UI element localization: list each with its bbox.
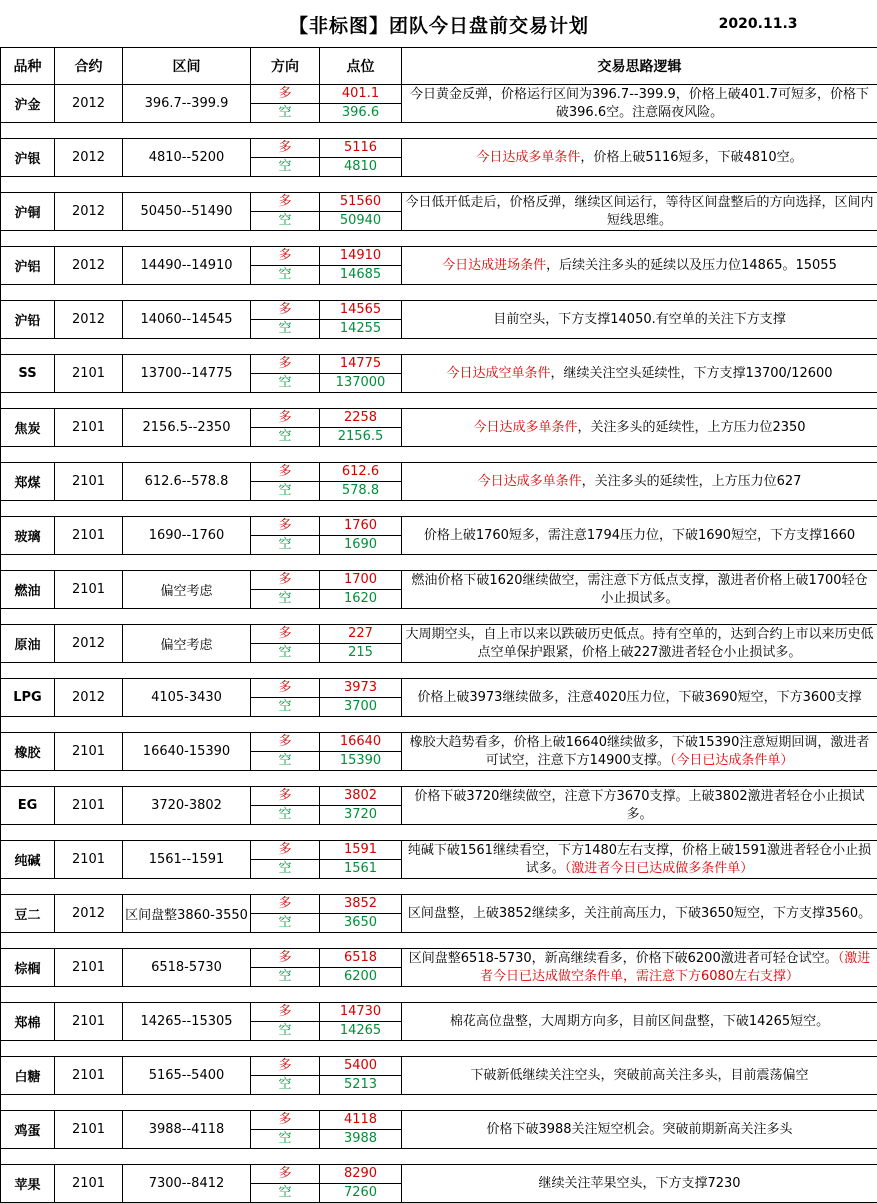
logic-text: 大周期空头，自上市以来以跌破历史低点。持有空单的，达到合约上市以来历史低点空单保护跟紧，价格上破227激进者轻仓小止损试多。 <box>405 627 873 660</box>
logic-text: 价格下破3720继续做空，注意下方3670支撑。上破3802激进者轻仓小止损试多。 <box>414 789 864 822</box>
variety-name: 玻璃 <box>1 517 55 555</box>
trading-logic <box>402 571 877 609</box>
contract-code: 2101 <box>55 517 123 555</box>
direction-long: 多 <box>251 625 319 644</box>
table-row <box>1 571 877 609</box>
logic-note: （今日已达成条件单） <box>670 753 794 768</box>
row-spacer <box>1 1095 877 1111</box>
table-row <box>1 463 877 501</box>
price-range: 3720-3802 <box>123 787 251 825</box>
table-row <box>1 733 877 771</box>
long-point: 227 <box>320 625 401 644</box>
trading-logic <box>402 193 877 231</box>
point-cell <box>320 949 402 987</box>
direction-cell <box>251 841 320 879</box>
short-point: 1620 <box>320 590 401 608</box>
logic-note: （激进者今日已达成做多条件单） <box>565 861 754 876</box>
direction-long: 多 <box>251 301 319 320</box>
logic-text: ，关注多头的延续性，上方压力位627 <box>582 474 802 489</box>
short-point: 7260 <box>320 1184 401 1202</box>
long-point: 3802 <box>320 787 401 806</box>
logic-text: ，后续关注多头的延续以及压力位14865。15055 <box>546 258 837 273</box>
logic-note: （激进者今日已达成做空条件单，需注意下方6080左右支撑） <box>480 951 870 984</box>
logic-text: 区间盘整，上破3852继续多，关注前高压力，下破3650短空，下方支撑3560。 <box>408 906 871 921</box>
price-range: 5165--5400 <box>123 1057 251 1095</box>
variety-name: 焦炭 <box>1 409 55 447</box>
row-spacer <box>1 825 877 841</box>
point-cell <box>320 787 402 825</box>
logic-text: ，价格上破5116短多，下破4810空。 <box>580 150 802 165</box>
price-range: 偏空考虑 <box>123 571 251 609</box>
variety-name: 沪铅 <box>1 301 55 339</box>
long-point: 612.6 <box>320 463 401 482</box>
header-range: 区间 <box>123 48 251 85</box>
contract-code: 2101 <box>55 1003 123 1041</box>
short-point: 15390 <box>320 752 401 770</box>
long-point: 16640 <box>320 733 401 752</box>
trading-logic <box>402 301 877 339</box>
sheet-title: 【非标图】团队今日盘前交易计划 <box>1 11 877 38</box>
logic-text: 今日低开低走后，价格反弹，继续区间运行，等待区间盘整后的方向选择，区间内短线思维。 <box>405 195 873 228</box>
trading-logic <box>402 1003 877 1041</box>
short-point: 14685 <box>320 266 401 284</box>
direction-cell <box>251 85 320 123</box>
header-logic: 交易思路逻辑 <box>402 48 877 85</box>
direction-short: 空 <box>251 806 319 824</box>
contract-code: 2101 <box>55 463 123 501</box>
trading-logic <box>402 85 877 123</box>
contract-code: 2101 <box>55 1111 123 1149</box>
contract-code: 2012 <box>55 625 123 663</box>
row-spacer <box>1 771 877 787</box>
direction-long: 多 <box>251 409 319 428</box>
direction-long: 多 <box>251 679 319 698</box>
long-point: 1591 <box>320 841 401 860</box>
short-point: 14265 <box>320 1022 401 1040</box>
price-range: 1690--1760 <box>123 517 251 555</box>
table-row <box>1 841 877 879</box>
direction-short: 空 <box>251 968 319 986</box>
point-cell <box>320 1003 402 1041</box>
long-point: 5116 <box>320 139 401 158</box>
row-spacer <box>1 609 877 625</box>
direction-long: 多 <box>251 733 319 752</box>
point-cell <box>320 625 402 663</box>
point-cell <box>320 139 402 177</box>
contract-code: 2012 <box>55 301 123 339</box>
logic-text: ，继续关注空头延续性，下方支撑13700/12600 <box>550 366 832 381</box>
variety-name: 鸡蛋 <box>1 1111 55 1149</box>
point-cell <box>320 193 402 231</box>
direction-cell <box>251 193 320 231</box>
short-point: 1690 <box>320 536 401 554</box>
short-point: 578.8 <box>320 482 401 500</box>
point-cell <box>320 895 402 933</box>
long-point: 14910 <box>320 247 401 266</box>
long-point: 3973 <box>320 679 401 698</box>
direction-short: 空 <box>251 590 319 608</box>
direction-cell <box>251 1111 320 1149</box>
direction-short: 空 <box>251 374 319 392</box>
logic-text: 目前空头，下方支撑14050.有空单的关注下方支撑 <box>493 312 786 327</box>
logic-highlight: 今日达成空单条件 <box>446 366 550 381</box>
trading-logic <box>402 895 877 933</box>
logic-text: 下破新低继续关注空头，突破前高关注多头，目前震荡偏空 <box>470 1068 808 1083</box>
price-range: 3988--4118 <box>123 1111 251 1149</box>
price-range: 7300--8412 <box>123 1165 251 1203</box>
short-point: 3720 <box>320 806 401 824</box>
direction-long: 多 <box>251 139 319 158</box>
long-point: 401.1 <box>320 85 401 104</box>
direction-long: 多 <box>251 85 319 104</box>
point-cell <box>320 517 402 555</box>
trading-logic <box>402 139 877 177</box>
contract-code: 2101 <box>55 841 123 879</box>
point-cell <box>320 1111 402 1149</box>
logic-text: 燃油价格下破1620继续做空，需注意下方低点支撑，激进者价格上破1700轻仓小止损试多。 <box>411 573 867 606</box>
price-range: 14060--14545 <box>123 301 251 339</box>
logic-text: 价格上破3973继续做多，注意4020压力位，下破3690短空，下方3600支撑 <box>417 690 861 705</box>
logic-text: 价格下破3988关注短空机会。突破前期新高关注多头 <box>486 1122 792 1137</box>
point-cell <box>320 463 402 501</box>
variety-name: EG <box>1 787 55 825</box>
table-row <box>1 139 877 177</box>
point-cell <box>320 85 402 123</box>
short-point: 6200 <box>320 968 401 986</box>
logic-text: 继续关注苹果空头，下方支撑7230 <box>538 1176 740 1191</box>
long-point: 1760 <box>320 517 401 536</box>
variety-name: SS <box>1 355 55 393</box>
row-spacer <box>1 339 877 355</box>
logic-highlight: 今日达成多单条件 <box>476 150 580 165</box>
direction-cell <box>251 895 320 933</box>
direction-short: 空 <box>251 212 319 230</box>
direction-cell <box>251 1003 320 1041</box>
long-point: 5400 <box>320 1057 401 1076</box>
direction-long: 多 <box>251 571 319 590</box>
table-row <box>1 1165 877 1203</box>
long-point: 8290 <box>320 1165 401 1184</box>
row-spacer <box>1 933 877 949</box>
contract-code: 2101 <box>55 355 123 393</box>
row-spacer <box>1 501 877 517</box>
table-row <box>1 517 877 555</box>
long-point: 4118 <box>320 1111 401 1130</box>
direction-long: 多 <box>251 1057 319 1076</box>
trading-logic <box>402 1057 877 1095</box>
row-spacer <box>1 393 877 409</box>
direction-cell <box>251 1165 320 1203</box>
row-spacer <box>1 177 877 193</box>
row-spacer <box>1 987 877 1003</box>
contract-code: 2101 <box>55 409 123 447</box>
variety-name: 原油 <box>1 625 55 663</box>
direction-short: 空 <box>251 158 319 176</box>
price-range: 6518-5730 <box>123 949 251 987</box>
direction-cell <box>251 1057 320 1095</box>
direction-short: 空 <box>251 1076 319 1094</box>
row-spacer <box>1 123 877 139</box>
direction-cell <box>251 301 320 339</box>
table-row <box>1 625 877 663</box>
variety-name: 沪金 <box>1 85 55 123</box>
variety-name: 纯碱 <box>1 841 55 879</box>
direction-cell <box>251 571 320 609</box>
price-range: 14265--15305 <box>123 1003 251 1041</box>
table-row <box>1 247 877 285</box>
direction-long: 多 <box>251 1165 319 1184</box>
direction-long: 多 <box>251 193 319 212</box>
price-range: 50450--51490 <box>123 193 251 231</box>
short-point: 50940 <box>320 212 401 230</box>
trading-logic <box>402 625 877 663</box>
long-point: 14775 <box>320 355 401 374</box>
table-row <box>1 1057 877 1095</box>
short-point: 3988 <box>320 1130 401 1148</box>
long-point: 14565 <box>320 301 401 320</box>
price-range: 612.6--578.8 <box>123 463 251 501</box>
trading-logic <box>402 463 877 501</box>
logic-text: 区间盘整6518-5730，新高继续看多，价格下破6200激进者可轻仓试空。 <box>409 951 838 966</box>
direction-cell <box>251 517 320 555</box>
header-row <box>1 48 877 85</box>
price-range: 区间盘整3860-3550 <box>123 895 251 933</box>
contract-code: 2101 <box>55 949 123 987</box>
variety-name: 沪铝 <box>1 247 55 285</box>
table-row <box>1 355 877 393</box>
direction-long: 多 <box>251 517 319 536</box>
contract-code: 2101 <box>55 1057 123 1095</box>
variety-name: 棕榈 <box>1 949 55 987</box>
direction-cell <box>251 679 320 717</box>
trading-logic <box>402 517 877 555</box>
price-range: 14490--14910 <box>123 247 251 285</box>
direction-long: 多 <box>251 355 319 374</box>
header-point: 点位 <box>320 48 402 85</box>
contract-code: 2012 <box>55 247 123 285</box>
sheet-date: 2020.11.3 <box>719 16 798 32</box>
table-row <box>1 949 877 987</box>
short-point: 4810 <box>320 158 401 176</box>
point-cell <box>320 733 402 771</box>
table-row <box>1 1111 877 1149</box>
logic-text: 橡胶大趋势看多，价格上破16640继续做多，下破15390注意短期回调，激进者可试空，注意下方14900支撑。 <box>410 735 870 768</box>
price-range: 偏空考虑 <box>123 625 251 663</box>
direction-short: 空 <box>251 428 319 446</box>
price-range: 16640-15390 <box>123 733 251 771</box>
direction-short: 空 <box>251 1022 319 1040</box>
row-spacer <box>1 717 877 733</box>
direction-long: 多 <box>251 1111 319 1130</box>
short-point: 5213 <box>320 1076 401 1094</box>
trading-logic <box>402 733 877 771</box>
variety-name: 沪铜 <box>1 193 55 231</box>
point-cell <box>320 301 402 339</box>
short-point: 137000 <box>320 374 401 392</box>
header-variety: 品种 <box>1 48 55 85</box>
point-cell <box>320 679 402 717</box>
short-point: 396.6 <box>320 104 401 122</box>
table-row <box>1 85 877 123</box>
variety-name: 郑煤 <box>1 463 55 501</box>
direction-cell <box>251 733 320 771</box>
direction-short: 空 <box>251 536 319 554</box>
title-row <box>1 0 877 48</box>
variety-name: 豆二 <box>1 895 55 933</box>
direction-short: 空 <box>251 752 319 770</box>
price-range: 2156.5--2350 <box>123 409 251 447</box>
point-cell <box>320 571 402 609</box>
short-point: 1561 <box>320 860 401 878</box>
variety-name: LPG <box>1 679 55 717</box>
table-row <box>1 409 877 447</box>
trading-logic <box>402 841 877 879</box>
row-spacer <box>1 231 877 247</box>
long-point: 3852 <box>320 895 401 914</box>
logic-text: 纯碱下破1561继续看空，下方1480左右支撑，价格上破1591激进者轻仓小止损试多。 <box>408 843 871 876</box>
table-row <box>1 1003 877 1041</box>
point-cell <box>320 355 402 393</box>
direction-short: 空 <box>251 1130 319 1148</box>
direction-long: 多 <box>251 247 319 266</box>
row-spacer <box>1 879 877 895</box>
direction-cell <box>251 787 320 825</box>
row-spacer <box>1 663 877 679</box>
trading-logic <box>402 247 877 285</box>
price-range: 1561--1591 <box>123 841 251 879</box>
contract-code: 2101 <box>55 1165 123 1203</box>
direction-short: 空 <box>251 914 319 932</box>
short-point: 215 <box>320 644 401 662</box>
header-direction: 方向 <box>251 48 320 85</box>
logic-highlight: 今日达成多单条件 <box>478 474 582 489</box>
short-point: 3700 <box>320 698 401 716</box>
direction-short: 空 <box>251 482 319 500</box>
direction-short: 空 <box>251 698 319 716</box>
row-spacer <box>1 285 877 301</box>
row-spacer <box>1 1149 877 1165</box>
trading-logic <box>402 409 877 447</box>
point-cell <box>320 1165 402 1203</box>
point-cell <box>320 841 402 879</box>
price-range: 13700--14775 <box>123 355 251 393</box>
long-point: 2258 <box>320 409 401 428</box>
trading-logic <box>402 1165 877 1203</box>
price-range: 396.7--399.9 <box>123 85 251 123</box>
logic-highlight: 今日达成多单条件 <box>473 420 577 435</box>
direction-short: 空 <box>251 860 319 878</box>
table-row <box>1 895 877 933</box>
contract-code: 2101 <box>55 787 123 825</box>
direction-cell <box>251 949 320 987</box>
long-point: 1700 <box>320 571 401 590</box>
contract-code: 2012 <box>55 895 123 933</box>
logic-text: 今日黄金反弹，价格运行区间为396.7--399.9，价格上破401.7可短多，价格下破396.6空。注意隔夜风险。 <box>410 87 869 120</box>
direction-short: 空 <box>251 266 319 284</box>
contract-code: 2101 <box>55 571 123 609</box>
contract-code: 2012 <box>55 193 123 231</box>
variety-name: 橡胶 <box>1 733 55 771</box>
long-point: 6518 <box>320 949 401 968</box>
direction-long: 多 <box>251 1003 319 1022</box>
variety-name: 沪银 <box>1 139 55 177</box>
long-point: 14730 <box>320 1003 401 1022</box>
point-cell <box>320 247 402 285</box>
variety-name: 苹果 <box>1 1165 55 1203</box>
trading-logic <box>402 1111 877 1149</box>
contract-code: 2012 <box>55 679 123 717</box>
direction-long: 多 <box>251 949 319 968</box>
price-range: 4105-3430 <box>123 679 251 717</box>
short-point: 14255 <box>320 320 401 338</box>
contract-code: 2012 <box>55 139 123 177</box>
row-spacer <box>1 1041 877 1057</box>
point-cell <box>320 409 402 447</box>
direction-long: 多 <box>251 463 319 482</box>
direction-cell <box>251 247 320 285</box>
direction-short: 空 <box>251 1184 319 1202</box>
trading-logic <box>402 679 877 717</box>
variety-name: 燃油 <box>1 571 55 609</box>
direction-long: 多 <box>251 841 319 860</box>
table-row <box>1 787 877 825</box>
direction-short: 空 <box>251 104 319 122</box>
short-point: 3650 <box>320 914 401 932</box>
price-range: 4810--5200 <box>123 139 251 177</box>
variety-name: 白糖 <box>1 1057 55 1095</box>
direction-cell <box>251 625 320 663</box>
table-row <box>1 679 877 717</box>
logic-text: 棉花高位盘整，大周期方向多，目前区间盘整，下破14265短空。 <box>450 1014 829 1029</box>
direction-long: 多 <box>251 787 319 806</box>
logic-text: 价格上破1760短多，需注意1794压力位，下破1690短空，下方支撑1660 <box>424 528 855 543</box>
variety-name: 郑棉 <box>1 1003 55 1041</box>
direction-cell <box>251 463 320 501</box>
direction-long: 多 <box>251 895 319 914</box>
contract-code: 2012 <box>55 85 123 123</box>
table-row <box>1 301 877 339</box>
trading-logic <box>402 949 877 987</box>
short-point: 2156.5 <box>320 428 401 446</box>
direction-cell <box>251 355 320 393</box>
trading-logic <box>402 787 877 825</box>
direction-short: 空 <box>251 320 319 338</box>
contract-code: 2101 <box>55 733 123 771</box>
direction-cell <box>251 139 320 177</box>
table-row <box>1 193 877 231</box>
logic-highlight: 今日达成进场条件 <box>442 258 546 273</box>
direction-cell <box>251 409 320 447</box>
row-spacer <box>1 447 877 463</box>
logic-text: ，关注多头的延续性，上方压力位2350 <box>577 420 805 435</box>
long-point: 51560 <box>320 193 401 212</box>
row-spacer <box>1 555 877 571</box>
direction-short: 空 <box>251 644 319 662</box>
trading-logic <box>402 355 877 393</box>
header-contract: 合约 <box>55 48 123 85</box>
point-cell <box>320 1057 402 1095</box>
